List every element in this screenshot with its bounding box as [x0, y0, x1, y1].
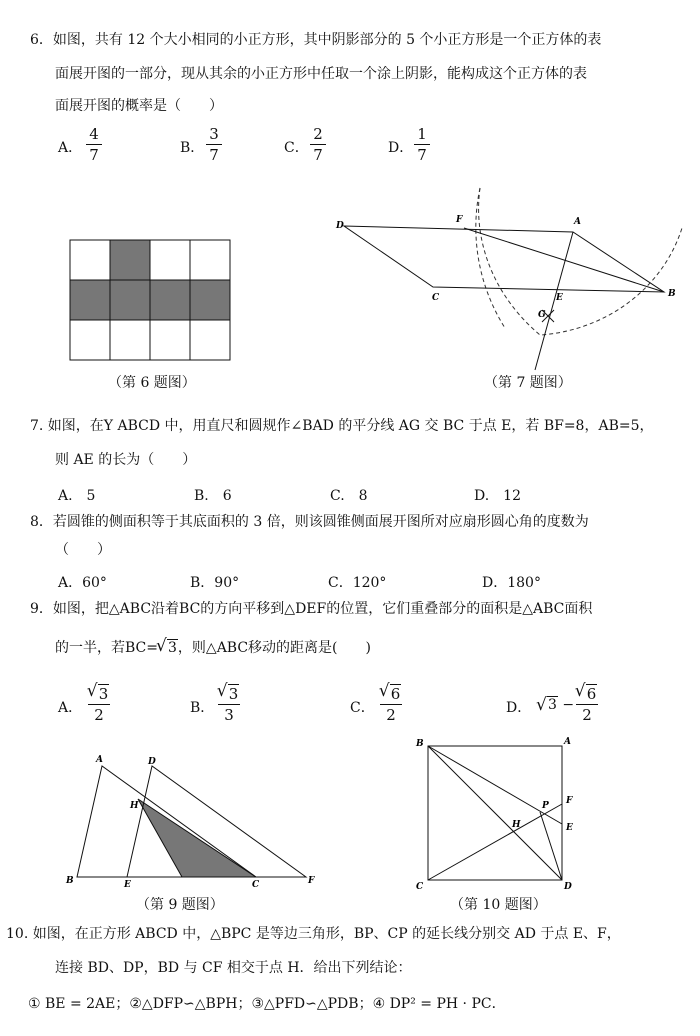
- denominator: 3: [224, 706, 234, 724]
- fig9-diagram: [60, 752, 330, 892]
- fig6-grid: [68, 238, 232, 362]
- fig9-label-c: C: [252, 880, 260, 890]
- q8-line1: 8．若圆锥的侧面积等于其底面积的 3 倍，则该圆锥侧面展开图所对应扇形圆心角的度数为: [30, 514, 589, 530]
- q6-line2: 面展开图的一部分，现从其余的小正方形中任取一个涂上阴影，能构成这个正方体的表: [55, 66, 587, 82]
- fig9-label-e: E: [124, 880, 131, 890]
- fig7-arc: [479, 188, 682, 335]
- q7-option-c: C. 8: [330, 488, 368, 504]
- q9-sqrt-value: 3: [168, 640, 177, 656]
- fig9-label-d: D: [148, 757, 156, 767]
- grid-cell: [70, 320, 110, 360]
- grid-cell: [150, 240, 190, 280]
- grid-cell: [150, 320, 190, 360]
- q6-line3: 面展开图的概率是（ ）: [55, 98, 223, 114]
- q7-option-b: B. 6: [194, 488, 232, 504]
- q6-option-a-label: A．: [58, 140, 83, 156]
- numerator: 2: [313, 125, 323, 143]
- q9-option-b-fraction: [218, 684, 240, 724]
- radicand: √ 3: [228, 685, 239, 703]
- fig7-parallelogram: [344, 226, 664, 292]
- q6-line1: 6．如图，共有 12 个大小相同的小正方形，其中阴影部分的 5 个小正方形是一个正方体的表: [30, 32, 602, 48]
- fig7-line-fb: [464, 228, 664, 292]
- denominator: 2: [386, 706, 396, 724]
- denominator: 7: [313, 146, 323, 164]
- fig10-line-cf: [428, 804, 562, 880]
- q10-line1: 10. 如图，在正方形 ABCD 中，△BPC 是等边三角形，BP、CP 的延长线分别交 AD 于点 E、F，: [6, 926, 621, 942]
- q9-line1: 9．如图，把△ABC沿着BC的方向平移到△DEF的位置，它们重叠部分的面积是△ABC面积: [30, 601, 593, 617]
- grid-cell: [190, 240, 230, 280]
- q9-option-c-fraction: [380, 684, 402, 724]
- q7-line1: 7. 如图，在Y ABCD 中，用直尺和圆规作∠BAD 的平分线 AG 交 BC 于点 E，若 BF=8，AB=5，: [30, 418, 654, 434]
- q8-option-a: A．60°: [58, 575, 107, 591]
- grid-cell-shaded: [150, 280, 190, 320]
- q10-line2: 连接 BD、DP，BD 与 CF 相交于点 H．给出下列结论：: [55, 960, 412, 976]
- fig6-caption: （第 6 题图）: [108, 375, 196, 391]
- fig10-label-f: F: [566, 796, 573, 806]
- q6-option-c-label: C．: [284, 140, 309, 156]
- fig10-label-p: P: [542, 801, 549, 811]
- q6-option-c-fraction: [310, 125, 326, 164]
- q9-option-c-label: C．: [350, 700, 375, 716]
- fig9-shaded-overlap: [138, 799, 256, 877]
- fig9-caption: （第 9 题图）: [136, 897, 224, 913]
- q9-line2: [55, 638, 371, 658]
- fig9-label-a: A: [96, 755, 103, 765]
- fig10-label-h: H: [512, 820, 521, 830]
- fig10-label-c: C: [416, 882, 424, 892]
- fig9-label-f: F: [308, 876, 315, 886]
- q8-option-d: D．180°: [482, 575, 541, 591]
- fig10-label-b: B: [416, 739, 424, 749]
- q9-line2-pre: 的一半，若BC=: [55, 640, 158, 656]
- grid-cell: [70, 240, 110, 280]
- q8-option-c: C．120°: [328, 575, 387, 591]
- fig10-label-a: A: [564, 737, 571, 747]
- fig7-label-b: B: [668, 289, 676, 299]
- fig7-label-d: D: [336, 221, 344, 231]
- q9-sqrt: [158, 638, 178, 658]
- q10-line3: ① BE = 2AE；②△DFP∽△BPH；③△PFD∽△PDB；④ DP² = PH · PC．: [28, 996, 506, 1012]
- denominator: 2: [94, 706, 104, 724]
- grid-cell-shaded: [190, 280, 230, 320]
- fig7-diagram: [330, 180, 690, 380]
- fig7-label-a: A: [574, 217, 581, 227]
- q9-option-b-label: B．: [190, 700, 215, 716]
- grid-cell: [190, 320, 230, 360]
- radicand: 3: [548, 697, 557, 713]
- minus-sign: −: [562, 697, 575, 713]
- q6-option-b-fraction: [206, 125, 222, 164]
- fig10-diagonal-bd: [428, 746, 562, 880]
- q6-option-d-label: D．: [388, 140, 414, 156]
- radicand: √ 6: [586, 685, 597, 703]
- grid-cell-shaded: [70, 280, 110, 320]
- q7-line2: 则 AE 的长为（ ）: [55, 452, 197, 468]
- q7-option-d: D. 12: [474, 488, 521, 504]
- fig7-caption: （第 7 题图）: [484, 375, 572, 391]
- grid-cell-shaded: [110, 280, 150, 320]
- q7-option-a: A. 5: [58, 488, 96, 504]
- numerator: [577, 684, 598, 703]
- fig10-caption: （第 10 题图）: [450, 897, 547, 913]
- numerator: 4: [89, 125, 99, 143]
- grid-cells: [70, 240, 230, 360]
- grid-cell: [110, 320, 150, 360]
- q6-option-b-label: B．: [180, 140, 205, 156]
- fig7-label-f: F: [456, 215, 463, 225]
- q9-option-d-label: D．: [506, 700, 532, 716]
- numerator: 3: [209, 125, 219, 143]
- q9-line2-post: ，则△ABC移动的距离是( ): [177, 640, 371, 656]
- denominator: 7: [209, 146, 219, 164]
- fig7-label-g: G: [538, 310, 546, 320]
- radicand: √ 6: [390, 685, 401, 703]
- q6-option-a-fraction: [86, 125, 102, 164]
- fig7-label-e: E: [556, 293, 563, 303]
- fig7-arc-left: [476, 188, 505, 328]
- fig9-label-b: B: [66, 876, 74, 886]
- numerator: [89, 684, 110, 703]
- denominator: 7: [89, 146, 99, 164]
- denominator: 2: [582, 706, 592, 724]
- fig10-label-d: D: [564, 882, 572, 892]
- fig9-label-h: H: [130, 801, 139, 811]
- numerator: 1: [417, 125, 427, 143]
- q8-option-b: B．90°: [190, 575, 240, 591]
- sqrt: [538, 697, 558, 713]
- numerator: [219, 684, 240, 703]
- q9-option-a-fraction: [88, 684, 110, 724]
- q8-line2: （ ）: [55, 542, 111, 558]
- q9-option-a-label: A．: [58, 700, 83, 716]
- fig7-label-c: C: [432, 293, 440, 303]
- q9-option-d-sqrt: [538, 697, 574, 713]
- numerator: [381, 684, 402, 703]
- fig10-diagram: [408, 734, 588, 892]
- grid-cell-shaded: [110, 240, 150, 280]
- radicand: √ 3: [98, 685, 109, 703]
- denominator: 7: [417, 146, 427, 164]
- fig10-label-e: E: [566, 823, 573, 833]
- q6-option-d-fraction: [414, 125, 430, 164]
- q9-option-d-fraction: [576, 684, 598, 724]
